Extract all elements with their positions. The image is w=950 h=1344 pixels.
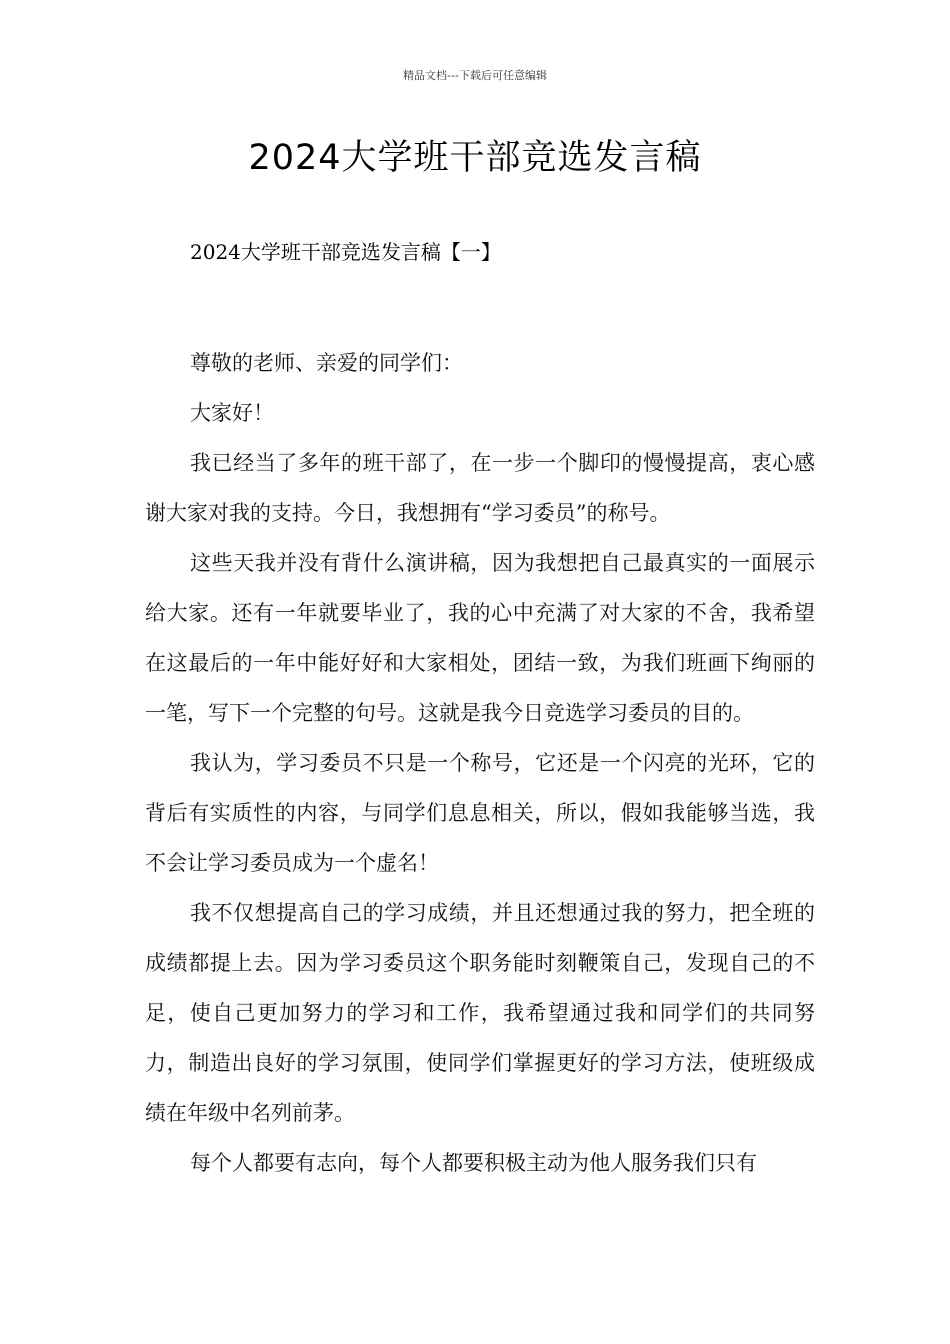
- greeting-paragraph: 大家好！: [190, 401, 274, 425]
- header-note: 精品文档---下载后可任意编辑: [403, 69, 547, 82]
- document-body: [145, 338, 815, 1188]
- document-title: 2024大学班干部竞选发言稿: [248, 138, 702, 178]
- body-paragraph: 我不仅想提高自己的学习成绩，并且还想通过我的努力，把全班的成绩都提上去。因为学习委员这个职务能时刻鞭策自己，发现自己的不足，使自己更加努力的学习和工作，我希望通过我和同学们的共同努力，制造出良好的学习氛围，使同学们掌握更好的学习方法，使班级成绩在年级中名列前茅。: [145, 901, 815, 1125]
- section-heading: 2024大学班干部竞选发言稿【一】: [190, 240, 501, 264]
- body-paragraph: 这些天我并没有背什么演讲稿，因为我想把自己最真实的一面展示给大家。还有一年就要毕业了，我的心中充满了对大家的不舍，我希望在这最后的一年中能好好和大家相处，团结一致，为我们班画下绚丽的一笔，写下一个完整的句号。这就是我今日竞选学习委员的目的。: [145, 551, 815, 725]
- body-paragraph: 我已经当了多年的班干部了，在一步一个脚印的慢慢提高，衷心感谢大家对我的支持。今日，我想拥有“学习委员”的称号。: [145, 451, 815, 525]
- body-paragraph: 每个人都要有志向，每个人都要积极主动为他人服务我们只有: [190, 1151, 757, 1175]
- body-paragraph: 我认为，学习委员不只是一个称号，它还是一个闪亮的光环，它的背后有实质性的内容，与同学们息息相关，所以，假如我能够当选，我不会让学习委员成为一个虚名！: [145, 751, 815, 875]
- salutation-paragraph: 尊敬的老师、亲爱的同学们：: [190, 351, 463, 375]
